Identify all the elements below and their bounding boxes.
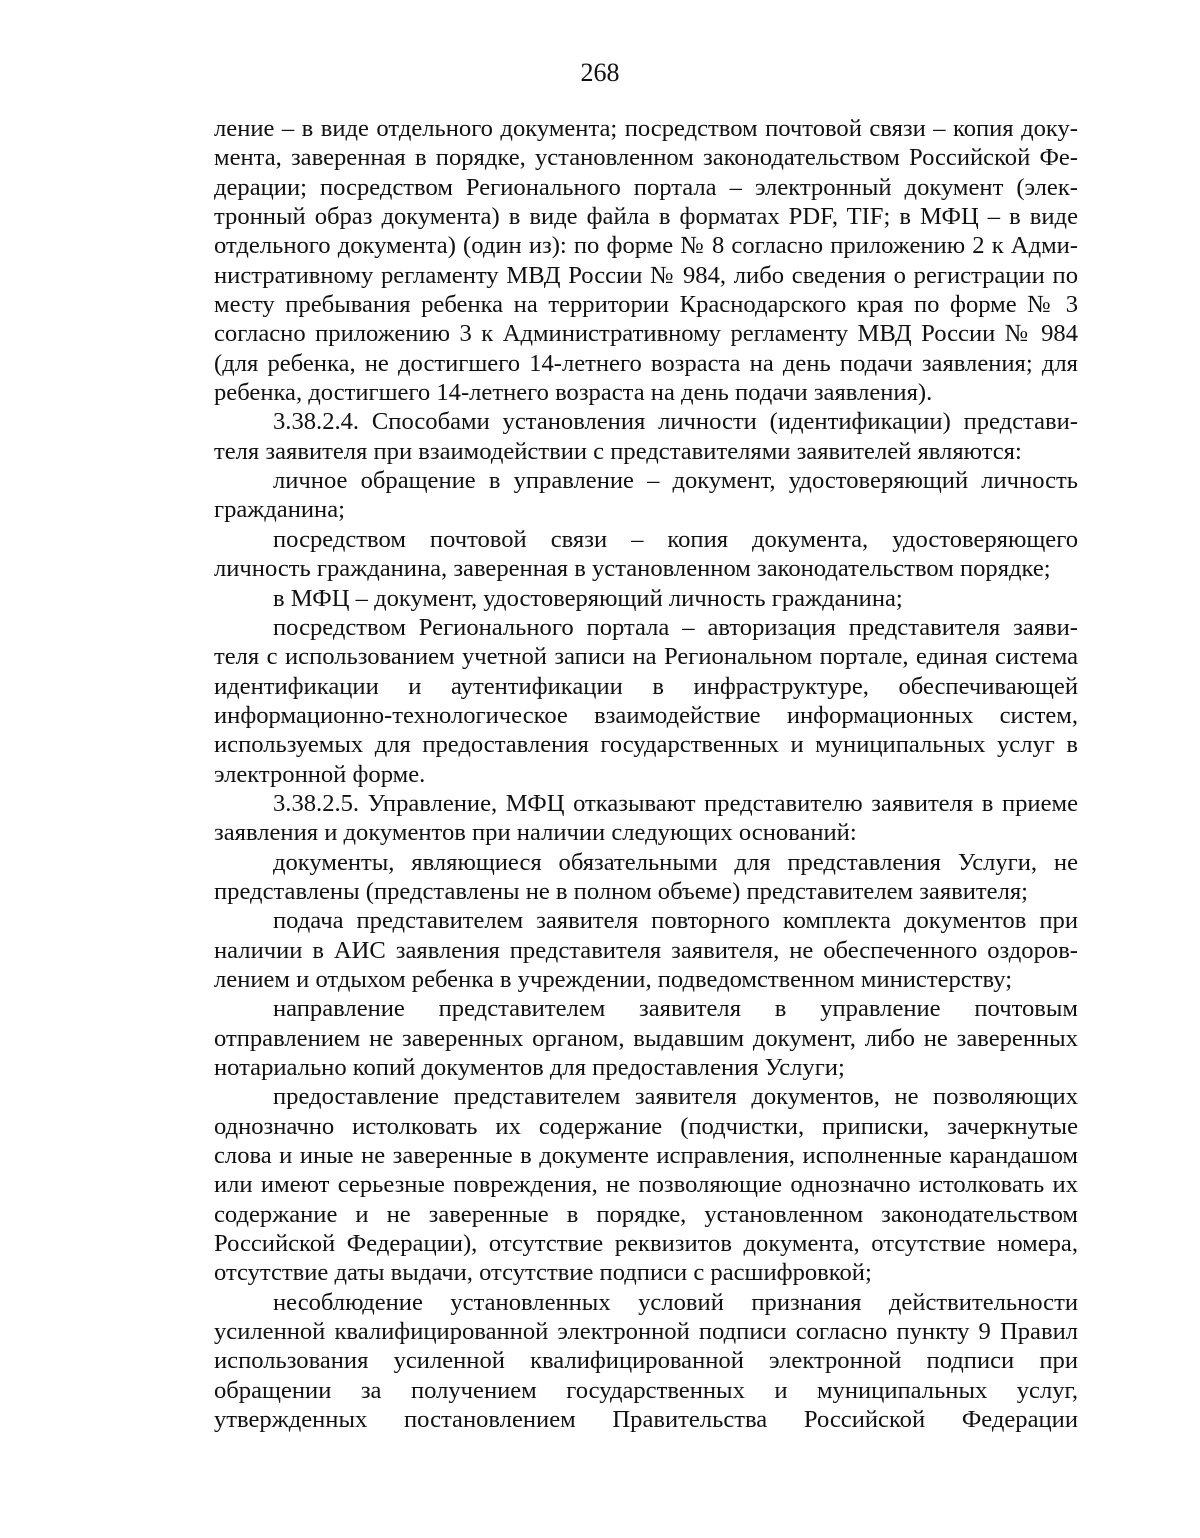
text-line: личное обращение в управление – документ, удостоверяющий личность	[273, 467, 1078, 495]
text-line: подача представителем заявителя повторного комплекта документов при	[273, 907, 1078, 935]
text-line: 3.38.2.4. Способами установления личности (идентификации) представи-	[273, 408, 1078, 436]
text-line: представлены (представлены не в полном объеме) представителем заявителя;	[214, 877, 1029, 905]
text-line: ление – в виде отдельного документа; посредством почтовой связи – копия доку-	[214, 115, 1078, 142]
text-line: тронный образ документа) в виде файла в форматах PDF, TIF; в МФЦ – в виде	[214, 203, 1078, 231]
text-line: ребенка, достигшего 14-летнего возраста на день подачи заявления).	[214, 379, 933, 407]
text-line: отправлением не заверенных органом, выдавшим документ, либо не заверенных	[214, 1024, 1078, 1052]
text-line: электронной форме.	[214, 760, 426, 788]
text-line: или имеют серьезные повреждения, не позволяющие однозначно истолковать их	[214, 1171, 1078, 1199]
text-line: (для ребенка, не достигшего 14-летнего возраста на день подачи заявления; для	[214, 349, 1078, 377]
text-line: гражданина;	[214, 496, 345, 524]
text-line: слова и иные не заверенные в документе исправления, исполненные карандашом	[214, 1142, 1078, 1170]
page-number: 268	[580, 58, 620, 87]
text-line: наличии в АИС заявления представителя заявителя, не обеспеченного оздоров-	[214, 936, 1078, 964]
text-line: теля заявителя при взаимодействии с представителями заявителей являются:	[214, 437, 1022, 465]
text-line: нотариально копий документов для предоставления Услуги;	[214, 1054, 845, 1081]
text-line: документы, являющиеся обязательными для представления Услуги, не	[273, 848, 1078, 876]
text-line: обращении за получением государственных и муниципальных услуг,	[214, 1376, 1078, 1404]
text-line: месту пребывания ребенка на территории Краснодарского края по форме № 3	[214, 291, 1078, 319]
text-line: теля с использованием учетной записи на Региональном портале, единая система	[214, 643, 1078, 671]
text-line: нистративному регламенту МВД России № 984, либо сведения о регистрации по	[214, 261, 1078, 289]
text-line: предоставление представителем заявителя документов, не позволяющих	[273, 1083, 1078, 1111]
text-line: посредством Регионального портала – авторизация представителя заяви-	[273, 613, 1078, 641]
text-line: Российской Федерации), отсутствие реквизитов документа, отсутствие номера,	[214, 1230, 1078, 1258]
document-body	[214, 114, 1078, 1434]
text-line: 3.38.2.5. Управление, МФЦ отказывают представителю заявителя в приеме	[273, 789, 1078, 817]
text-line: в МФЦ – документ, удостоверяющий личность гражданина;	[273, 584, 903, 612]
text-line: утвержденных постановлением Правительства Российской Федерации	[214, 1406, 1078, 1434]
text-line: личность гражданина, заверенная в установленном законодательством порядке;	[214, 555, 1051, 583]
text-line: согласно приложению 3 к Административному регламенту МВД России № 984	[214, 320, 1078, 348]
text-line: отдельного документа) (один из): по форме № 8 согласно приложению 2 к Адми-	[214, 232, 1078, 260]
text-line: заявления и документов при наличии следующих оснований:	[214, 819, 857, 847]
text-line: использования усиленной квалифицированной электронной подписи при	[214, 1347, 1078, 1375]
text-line: направление представителем заявителя в управление почтовым	[273, 995, 1078, 1023]
text-line: дерации; посредством Регионального портала – электронный документ (элек-	[214, 173, 1078, 201]
text-line: однозначно истолковать их содержание (подчистки, приписки, зачеркнутые	[214, 1112, 1078, 1140]
text-line: мента, заверенная в порядке, установленном законодательством Российской Фе-	[214, 144, 1078, 172]
text-line: содержание и не заверенные в порядке, установленном законодательством	[214, 1200, 1078, 1228]
text-line: посредством почтовой связи – копия документа, удостоверяющего	[273, 525, 1078, 553]
text-line: используемых для предоставления государственных и муниципальных услуг в	[214, 731, 1078, 759]
text-line: усиленной квалифицированной электронной подписи согласно пункту 9 Правил	[214, 1318, 1078, 1346]
text-line: несоблюдение установленных условий признания действительности	[273, 1288, 1078, 1316]
text-line: отсутствие даты выдачи, отсутствие подписи с расшифровкой;	[214, 1259, 872, 1287]
text-line: лением и отдыхом ребенка в учреждении, подведомственном министерству;	[214, 965, 1013, 993]
text-line: идентификации и аутентификации в инфраструктуре, обеспечивающей	[214, 672, 1078, 700]
text-line: информационно-технологическое взаимодействие информационных систем,	[214, 701, 1078, 729]
